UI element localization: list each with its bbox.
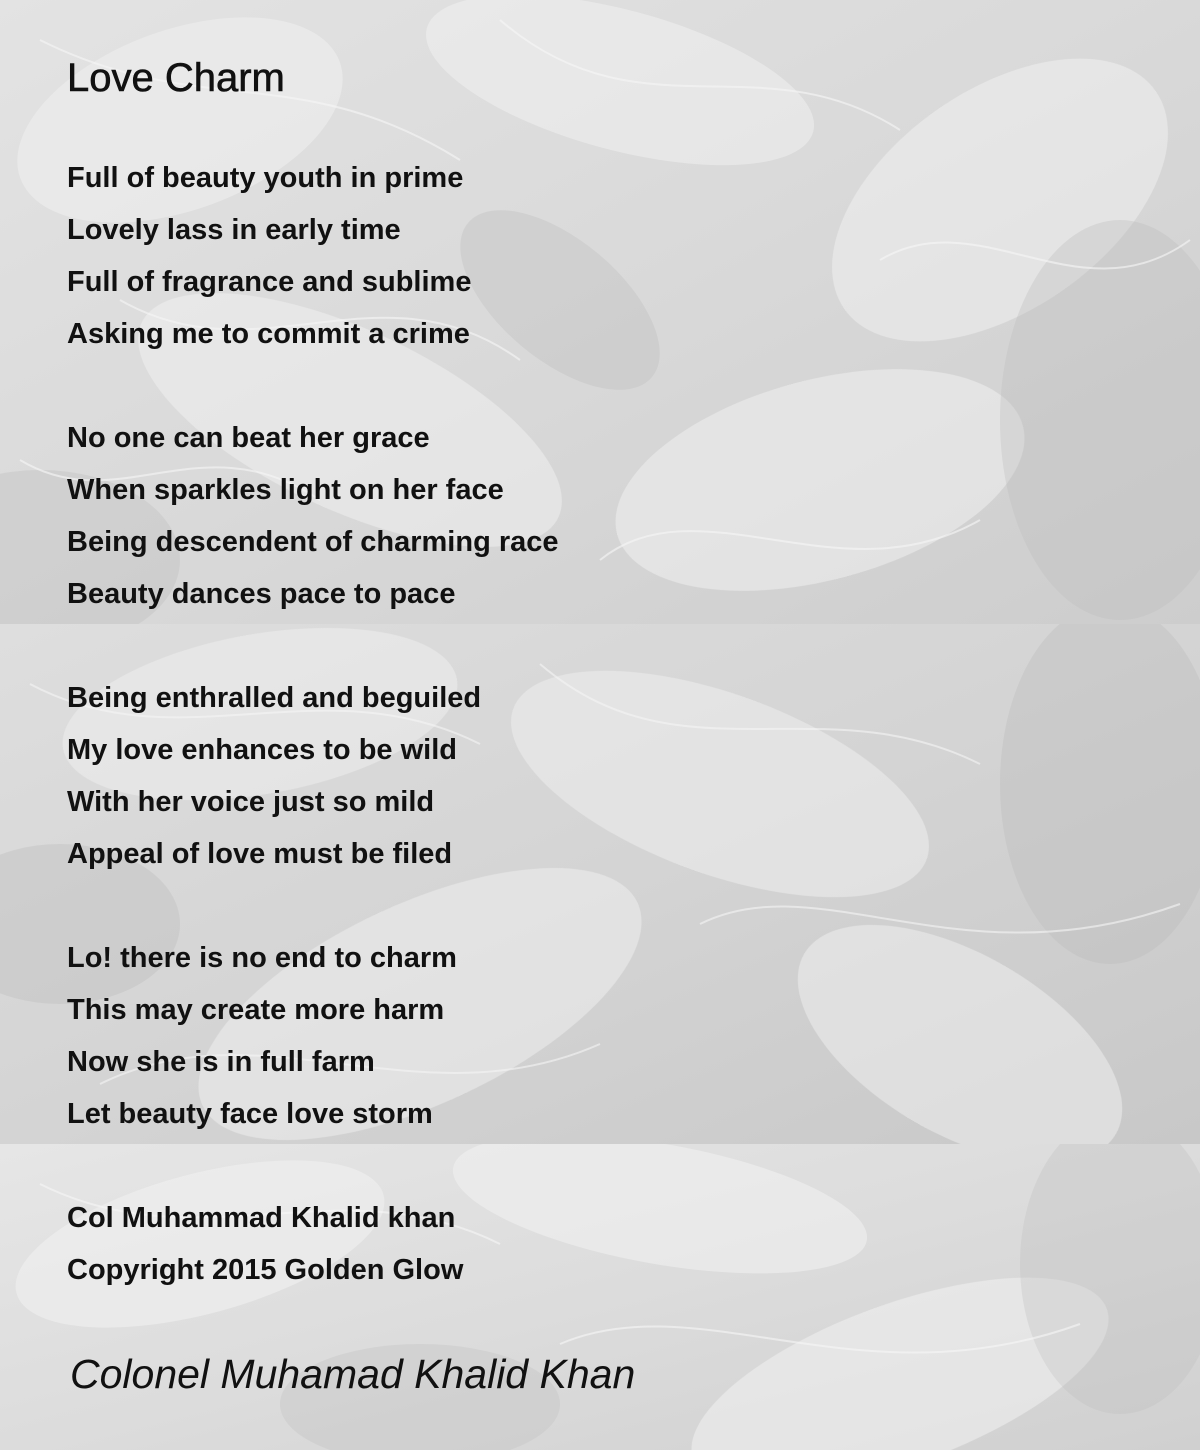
poem-line: Full of beauty youth in prime: [67, 162, 464, 194]
stanza-2: [67, 412, 1167, 620]
poem-line: Let beauty face love storm: [67, 1098, 433, 1130]
stanza-3: [67, 672, 1167, 880]
author-signature: Colonel Muhamad Khalid Khan: [70, 1351, 636, 1397]
poem-line: Asking me to commit a crime: [67, 318, 470, 350]
poem-line: Beauty dances pace to pace: [67, 578, 456, 610]
poem-line: Appeal of love must be filed: [67, 838, 453, 870]
poem-line: Lo! there is no end to charm: [67, 942, 457, 974]
poem-line: My love enhances to be wild: [67, 734, 457, 766]
author-credit-line: Col Muhammad Khalid khan: [67, 1202, 456, 1234]
poem-line: This may create more harm: [67, 994, 445, 1026]
poem-line: No one can beat her grace: [67, 422, 430, 454]
stanza-4: [67, 932, 1167, 1140]
poem-line: When sparkles light on her face: [67, 474, 504, 506]
stanza-1: [67, 152, 1167, 360]
poem-line: Being enthralled and beguiled: [67, 682, 482, 714]
stanza-credits: [67, 1192, 1167, 1296]
poem-title: Love Charm: [67, 56, 285, 100]
copyright-line: Copyright 2015 Golden Glow: [67, 1254, 464, 1286]
poem-line: Lovely lass in early time: [67, 214, 401, 246]
poem-line: Full of fragrance and sublime: [67, 266, 472, 298]
poem-body: [67, 152, 1167, 1348]
poem-line: With her voice just so mild: [67, 786, 435, 818]
poem-line: Being descendent of charming race: [67, 526, 559, 558]
poem-line: Now she is in full farm: [67, 1046, 375, 1078]
